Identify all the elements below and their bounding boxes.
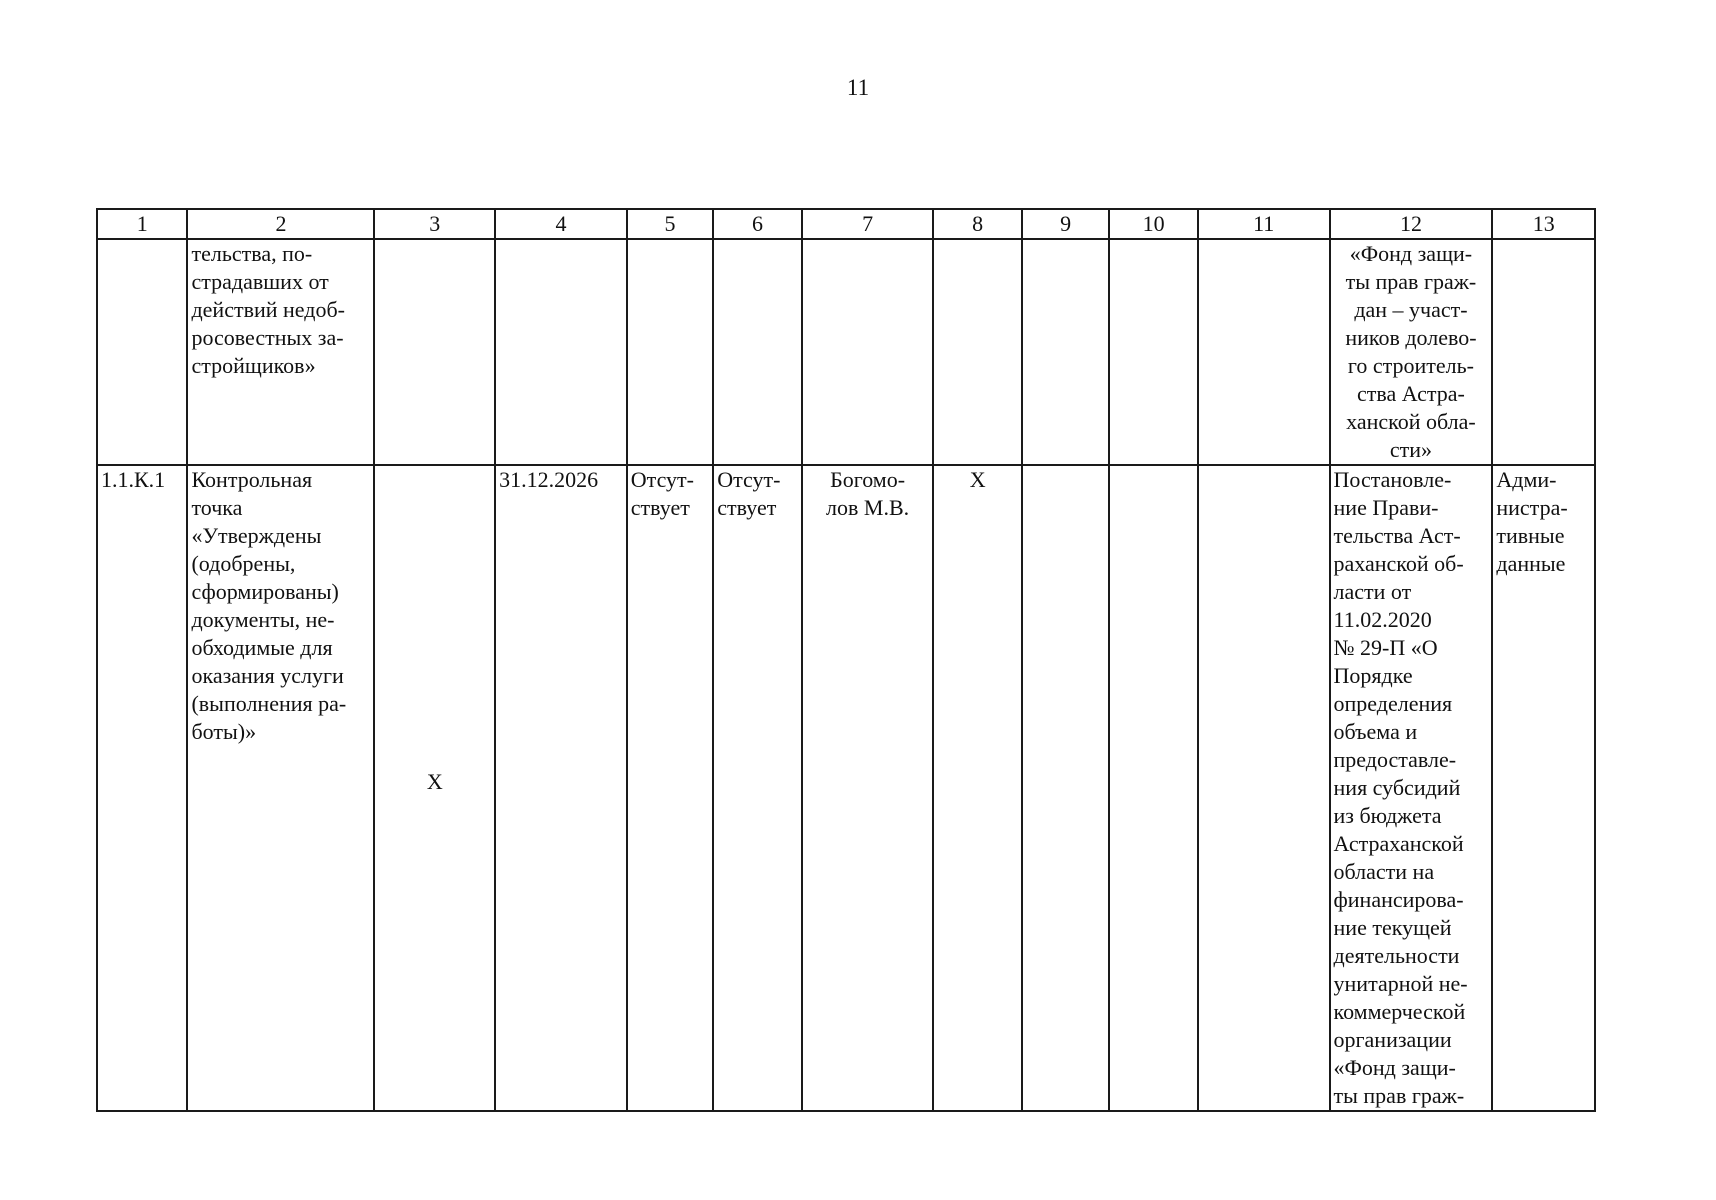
cell-col11	[1198, 239, 1330, 465]
header-cell: 2	[187, 209, 374, 239]
cell-col4-date: 31.12.2026	[495, 465, 627, 1111]
header-cell: 3	[374, 209, 495, 239]
header-cell: 6	[713, 209, 801, 239]
header-cell: 11	[1198, 209, 1330, 239]
table-row-continued	[97, 239, 1595, 465]
cell-col5	[627, 239, 713, 465]
header-cell: 5	[627, 209, 713, 239]
cell-col2-task-name: тельства, по- страдавших от действий недоб- росовестных за- стройщиков»	[187, 239, 374, 465]
indicator-table	[96, 208, 1596, 1112]
header-cell: 4	[495, 209, 627, 239]
cell-col1-number: 1.1.К.1	[97, 465, 187, 1111]
header-cell: 7	[802, 209, 934, 239]
cell-col10	[1109, 465, 1197, 1111]
cell-col3	[374, 239, 495, 465]
cell-col6	[713, 239, 801, 465]
header-cell: 12	[1330, 209, 1493, 239]
cell-col10	[1109, 239, 1197, 465]
header-cell: 13	[1492, 209, 1595, 239]
cell-col8	[933, 239, 1021, 465]
cell-col3-mark: Х	[426, 769, 443, 794]
cell-col7	[802, 239, 934, 465]
table-header-row	[97, 209, 1595, 239]
header-cell: 9	[1022, 209, 1109, 239]
cell-col9	[1022, 465, 1109, 1111]
cell-col7-responsible: Богомо- лов М.В.	[802, 465, 934, 1111]
page-number: 11	[846, 75, 870, 100]
cell-col6-value: Отсут- ствует	[713, 465, 801, 1111]
cell-col9	[1022, 239, 1109, 465]
cell-col13	[1492, 239, 1595, 465]
header-cell: 10	[1109, 209, 1197, 239]
table-row-checkpoint	[97, 465, 1595, 1111]
cell-col12-document: «Фонд защи- ты прав граж- дан – участ- ников долево- го строитель- ства Астра- ханской обла- сти»	[1330, 239, 1493, 465]
cell-col5-value: Отсут- ствует	[627, 465, 713, 1111]
cell-col2-checkpoint-name: Контрольная точка «Утверждены (одобрены, сформированы) документы, не- обходимые для оказания услуги (выполнения ра- боты)»	[187, 465, 374, 1111]
cell-col12-document: Постановле- ние Прави- тельства Аст- раханской об- ласти от 11.02.2020 № 29-П «О Порядке определения объема и предоставле- ния субсидий из бюджета Астраханской области на финансирова- ние текущей деятельности унитарной не- коммерческой организации «Фонд защи- ты прав граж-	[1330, 465, 1493, 1111]
header-cell: 1	[97, 209, 187, 239]
header-cell: 8	[933, 209, 1021, 239]
cell-col4	[495, 239, 627, 465]
cell-col13-data-source: Адми- нистра- тивные данные	[1492, 465, 1595, 1111]
cell-col8-mark: Х	[933, 465, 1021, 1111]
cell-col11	[1198, 465, 1330, 1111]
cell-col1	[97, 239, 187, 465]
cell-col3	[374, 465, 495, 1111]
